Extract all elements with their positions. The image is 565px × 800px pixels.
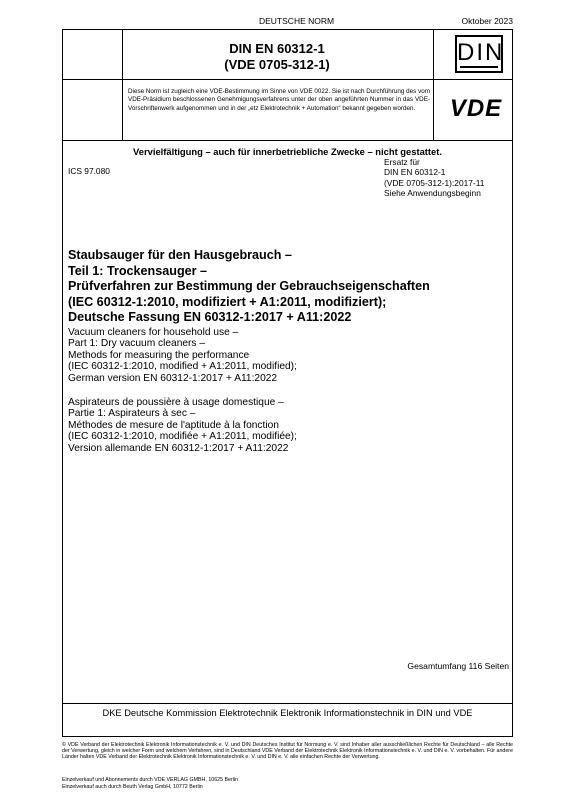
- title-line: Vacuum cleaners for household use –: [68, 327, 239, 338]
- divider-line: [62, 703, 513, 704]
- din-logo-bar: [460, 66, 498, 68]
- title-line: Part 1: Dry vacuum cleaners –: [68, 338, 206, 350]
- divider-line: [433, 29, 434, 140]
- title-line: Aspirateurs de poussière à usage domestique –: [68, 397, 284, 408]
- total-pages: Gesamtumfang 116 Seiten: [407, 661, 509, 671]
- publication-date: Oktober 2023: [461, 16, 513, 26]
- title-line: Staubsauger für den Hausgebrauch –: [68, 248, 292, 262]
- vde-notice: Diese Norm ist zugleich eine VDE-Bestimmung im Sinne von VDE 0022. Sie ist nach Durchführung des vom VDE-Präsidium beschlossenen Genehmigungsverfahrens unter der oben angeführten Nummer in das VDE-Vorschriftenwerk aufgenommen und in der „etz Elektrotechnik + Automation“ bekannt gegeben worden.: [128, 88, 430, 112]
- copyright-notice: © VDE Verband der Elektrotechnik Elektronik Informationstechnik e. V. und DIN Deutsches Institut für Normung e. V. sind Inhaber aller ausschließlichen Rechte für Deutschland – alle Rechte der Verwertung, gleich in welcher Form und welchem Verfahren, sind in Deutschland VDE Verband der Elektrotechnik Elektronik Informationstechnik e. V. und DIN e. V. vorbehalten. Für andere Länder halten VDE Verband der Elektrotechnik Elektronik Informationstechnik e. V. und DIN e. V. alle einfachen Rechte der Verwertung.: [62, 742, 513, 761]
- divider-line: [62, 140, 513, 141]
- title-line: Version allemande EN 60312-1:2017 + A11:2022: [68, 442, 289, 454]
- title-line: (IEC 60312-1:2010, modified + A1:2011, modified);: [68, 361, 297, 373]
- reproduction-notice: Vervielfältigung – auch für innerbetriebliche Zwecke – nicht gestattet.: [133, 146, 442, 157]
- title-line: (IEC 60312-1:2010, modifiziert + A1:2011, modifiziert);: [68, 294, 387, 309]
- title-french: [68, 397, 508, 454]
- title-german: [68, 248, 508, 326]
- title-english: [68, 327, 508, 384]
- din-logo: [455, 35, 503, 73]
- title-line: German version EN 60312-1:2017 + A11:2022: [68, 372, 278, 384]
- replacement-line: DIN EN 60312-1: [384, 167, 446, 178]
- sales-info: Einzelverkauf auch durch Beuth Verlag GmbH, 10772 Berlin: [62, 784, 203, 790]
- divider-line: [62, 79, 513, 80]
- document-type-label: DEUTSCHE NORM: [259, 16, 335, 26]
- replacement-line: Siehe Anwendungsbeginn: [384, 187, 481, 198]
- vde-classification-number: (VDE 0705-312-1): [224, 57, 330, 72]
- standard-number: DIN EN 60312-1: [229, 41, 325, 56]
- replacement-line: Ersatz für: [384, 157, 420, 167]
- title-line: Méthodes de mesure de l'aptitude à la fonction: [68, 419, 279, 431]
- din-logo-text: DIN: [457, 39, 505, 66]
- replacement-line: (VDE 0705-312-1):2017-11: [384, 177, 485, 188]
- title-line: Deutsche Fassung EN 60312-1:2017 + A11:2022: [68, 310, 352, 325]
- vde-logo: VDE: [449, 95, 503, 122]
- ics-code: ICS 97.080: [68, 166, 110, 176]
- title-line: Prüfverfahren zur Bestimmung der Gebrauchseigenschaften: [68, 279, 430, 294]
- replacement-info: [384, 157, 484, 198]
- title-line: Teil 1: Trockensauger –: [68, 263, 208, 278]
- title-line: (IEC 60312-1:2010, modifiée + A1:2011, modifiée);: [68, 431, 297, 443]
- title-line: Partie 1: Aspirateurs à sec –: [68, 408, 196, 420]
- sales-info: Einzelverkauf und Abonnements durch VDE VERLAG GMBH, 10625 Berlin: [62, 777, 239, 783]
- title-line: Methods for measuring the performance: [68, 349, 250, 361]
- dke-line: DKE Deutsche Kommission Elektrotechnik Elektronik Informationstechnik in DIN und VDE: [102, 708, 473, 718]
